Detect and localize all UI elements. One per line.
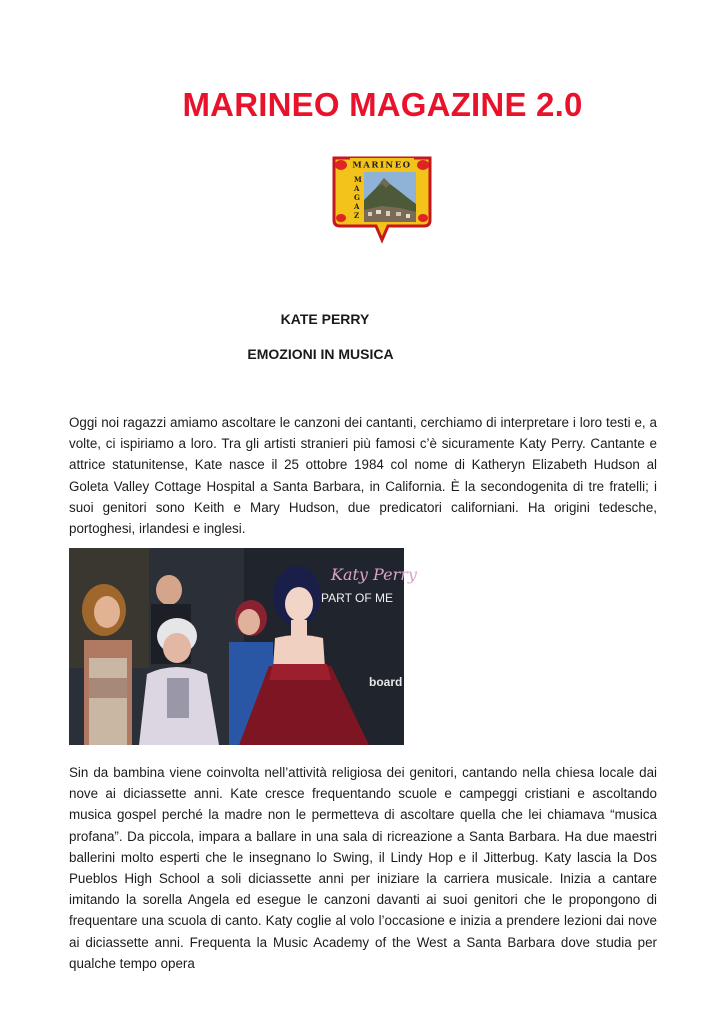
svg-text:G: G xyxy=(354,193,360,202)
article-title: KATE PERRY xyxy=(280,311,370,327)
article-paragraph-1: Oggi noi ragazzi amiamo ascoltare le canzoni dei cantanti, cerchiamo di interpretare i loro testi e, a volte, ci ispiriamo a loro. Tra gli artisti stranieri più famosi c’è sicuramente Katy Perry. Cantante e attrice statunitense, Kate nasce il 25 ottobre 1984 col nome di Katheryn Elizabeth Hudson al Goleta Valley Cottage Hospital a Santa Barbara, in California. È la secondogenita di tre fratelli; i suoi genitori sono Keith e Mary Hudson, due predicatori californiani. Ha origini tedesche, portoghesi, irlandesi e inglesi. xyxy=(69,415,657,537)
svg-text:A: A xyxy=(354,202,360,211)
article-subtitle: EMOZIONI IN MUSICA xyxy=(247,346,394,362)
magazine-crest-logo xyxy=(332,154,432,244)
svg-text:Z: Z xyxy=(354,211,360,220)
logo-area xyxy=(282,140,490,258)
article-photo xyxy=(69,548,417,745)
logo-top-text: MARINEO xyxy=(352,160,412,171)
backdrop-text-2: PART OF ME xyxy=(321,591,394,605)
article-paragraph-2: Sin da bambina viene coinvolta nell’attività religiosa dei genitori, cantando nella chiesa locale dai nove ai diciassette anni. Kate cresce frequentando scuole e campeggi cristiani e ascoltando musica gospel perché la madre non le permetteva di ascoltare quella che lei chiamava “musica profana”. Da piccola, impara a ballare in una sala di ricreazione a Santa Barbara. Ha due maestri ballerini molto esperti che le insegnano lo Swing, il Lindy Hop e il Jitterbug. Katy lascia la Dos Pueblos High School a soli diciassette anni per iniziare la carriera musicale. Inizia a cantare imitando la sorella Angela ed esegue le canzoni davanti ai suoi genitori che le propongono di frequentare una scuola di canto. Katy coglie al volo l’occasione e inizia a prendere lezioni dai nove ai diciassette anni. Frequenta la Music Academy of the West a Santa Barbara dove studia per qualche tempo opera xyxy=(69,765,657,971)
backdrop-text-3: board xyxy=(369,675,403,689)
backdrop-text-1: Katy Perry xyxy=(331,565,417,584)
svg-text:A: A xyxy=(354,184,360,193)
magazine-title: MARINEO MAGAZINE 2.0 xyxy=(182,86,583,123)
svg-text:M: M xyxy=(354,175,362,184)
red-carpet-photo xyxy=(69,548,417,745)
